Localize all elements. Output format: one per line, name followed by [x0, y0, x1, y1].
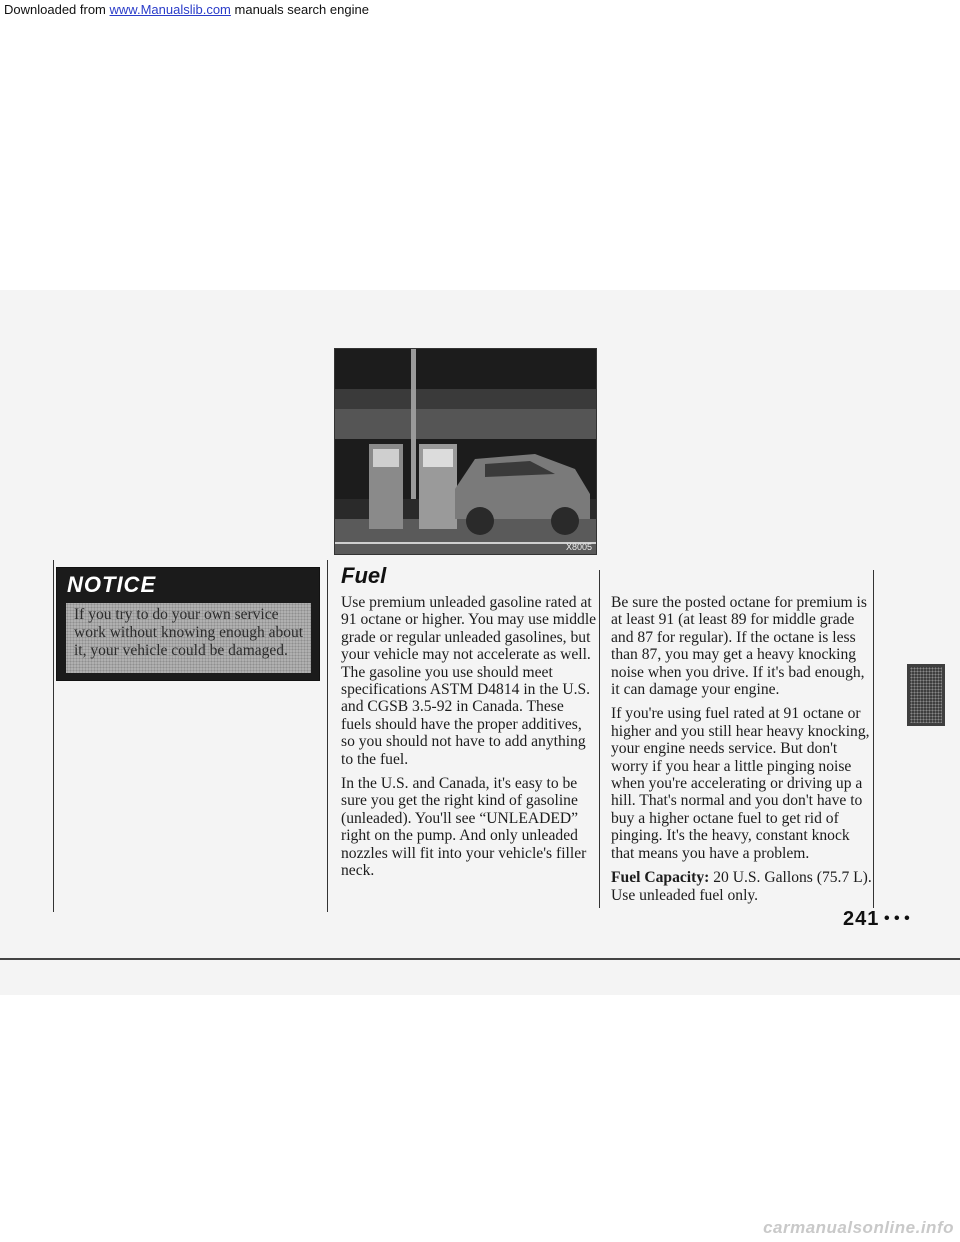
download-header [4, 2, 369, 17]
notice-title: NOTICE [67, 572, 157, 597]
header-prefix: Downloaded from [4, 2, 106, 17]
manualslib-link[interactable]: www.Manualslib.com [109, 2, 231, 17]
fuel-station-photo [334, 348, 597, 555]
fuel-column-1 [341, 594, 597, 887]
fuel-paragraph-4: If you're using fuel rated at 91 octane or higher and you still hear heavy knocking, your engine needs service. But don't worry if you hear a little pinging noise when you're accelerating or driving up a hill. That's normal and you don't have to buy a higher octane fuel to get rid of pinging. It's the heavy, constant knock that means you have a problem. [611, 705, 870, 862]
outer-column-rule [873, 570, 874, 908]
right-column-rule [599, 570, 600, 908]
bottom-rule [0, 958, 960, 960]
section-tab-pattern [910, 667, 942, 723]
fuel-paragraph-2: In the U.S. and Canada, it's easy to be sure you get the right kind of gasoline (unleaded). You'll see “UNLEADED” right on the pump. And only unleaded nozzles will fit into your vehicle's filler neck. [341, 775, 587, 880]
notice-body-panel [66, 603, 311, 673]
fuel-column-2 [611, 594, 873, 911]
fuel-capacity [611, 869, 873, 904]
fuel-capacity-text: 20 U.S. Gallons (75.7 L). Use unleaded fuel only. [611, 869, 872, 904]
notice-text: If you try to do your own service work without knowing enough about it, your vehicle could be damaged. [74, 606, 304, 659]
header-suffix: manuals search engine [234, 2, 369, 17]
fuel-paragraph-3: Be sure the posted octane for premium is at least 91 (at least 89 for middle grade and 87 for regular). If the octane is less than 87, you may get a heavy knocking noise when you drive. If it's bad enough, it can damage your engine. [611, 594, 867, 699]
fuel-paragraph-1: Use premium unleaded gasoline rated at 91 octane or higher. You may use middle grade or regular unleaded gasolines, but your vehicle may not accelerate as well. The gasoline you use should meet specifications ASTM D4814 in the U.S. and CGSB 3.5-92 in Canada. These fuels should have the proper additives, so you should not have to add anything to the fuel. [341, 594, 597, 768]
left-column-rule [53, 560, 54, 912]
fuel-capacity-label: Fuel Capacity: [611, 869, 710, 887]
notice-box [56, 567, 320, 681]
section-tab-marker [907, 664, 945, 726]
page-number: 241 [843, 908, 880, 930]
footer-watermark-logo: carmanualsonline.info [763, 1218, 954, 1237]
fuel-station-illustration [335, 349, 596, 554]
photo-code: X8005 [565, 542, 592, 552]
fuel-heading: Fuel [341, 563, 387, 588]
middle-column-rule [327, 560, 328, 912]
page-number-dots: • • • [884, 910, 910, 927]
